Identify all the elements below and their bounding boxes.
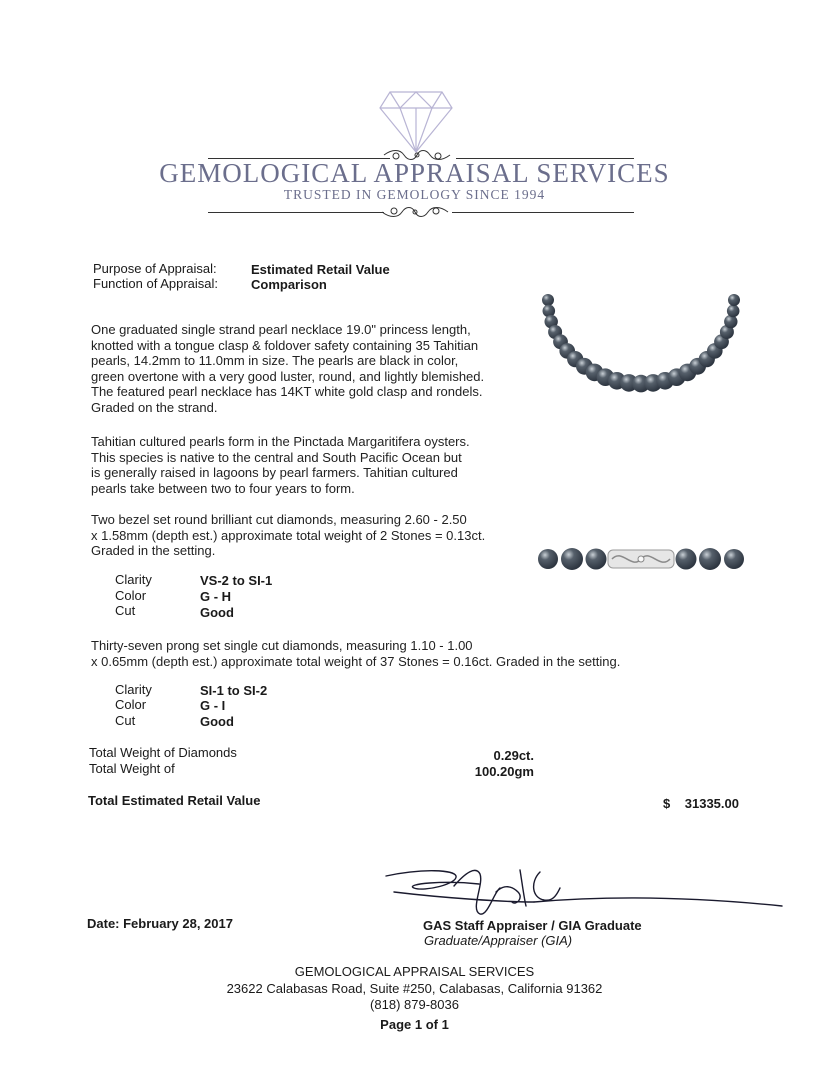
d2-cut-label: Cut: [115, 713, 136, 728]
appraisal-date: Date: February 28, 2017: [87, 916, 233, 931]
d1-clarity-label: Clarity: [115, 572, 152, 587]
header-rule-bottom-right: [452, 212, 634, 213]
description-line: green overtone with a very good luster, round, and lightly blemished.: [91, 368, 485, 384]
function-label: Function of Appraisal:: [93, 276, 219, 291]
total-retail-label: Total Estimated Retail Value: [88, 793, 261, 808]
d1-cut-label: Cut: [115, 603, 136, 618]
description-line: pearls, 14.2mm to 11.0mm in size. The pearls are black in color,: [91, 353, 459, 368]
description-line: The featured pearl necklace has 14KT white gold clasp and rondels.: [91, 384, 483, 399]
footer-phone: (818) 879-8036: [370, 997, 459, 1012]
diamonds-2-line: x 0.65mm (depth est.) approximate total weight of 37 Stones = 0.16ct. Graded in the setting.: [91, 653, 621, 669]
d2-clarity-value: SI-1 to SI-2: [200, 683, 268, 698]
appraiser-subtitle: Graduate/Appraiser (GIA): [424, 933, 573, 948]
diamonds-1-line: Graded in the setting.: [91, 543, 216, 558]
company-tagline: TRUSTED IN GEMOLOGY SINCE 1994: [283, 187, 546, 202]
d1-color-value: G - H: [200, 589, 232, 604]
flourish-bottom-icon: [380, 205, 450, 219]
description-paragraph: [91, 322, 511, 415]
pearl-bead: [699, 548, 721, 570]
pearl-bead: [728, 294, 740, 306]
description-line: One graduated single strand pearl necklace 19.0" princess length,: [91, 322, 471, 337]
total-weight-value: 100.20gm: [474, 764, 534, 779]
appraiser-signature: [384, 862, 784, 918]
pearl-bead: [724, 549, 744, 569]
diamonds-1-paragraph: [91, 512, 511, 559]
info-line: Tahitian cultured pearls form in the Pinctada Margaritifera oysters.: [91, 434, 470, 449]
diamonds-1-line: x 1.58mm (depth est.) approximate total weight of 2 Stones = 0.13ct.: [91, 527, 486, 543]
total-retail-value: 31335.00: [684, 796, 739, 811]
d1-color-label: Color: [115, 588, 147, 603]
diamonds-2-line: Thirty-seven prong set single cut diamonds, measuring 1.10 - 1.00: [91, 638, 473, 653]
pearl-bead: [561, 548, 583, 570]
diamonds-2-paragraph: [91, 638, 651, 669]
pearl-bead: [676, 549, 697, 570]
info-line: pearls take between two to four years to form.: [91, 480, 355, 496]
pearl-bead: [542, 294, 554, 306]
page-number: Page 1 of 1: [380, 1017, 449, 1032]
header-rule-bottom-left: [208, 212, 384, 213]
d1-clarity-value: VS-2 to SI-1: [200, 573, 273, 588]
info-paragraph: [91, 434, 511, 496]
total-diamonds-value: 0.29ct.: [493, 748, 534, 763]
purpose-value: Estimated Retail Value: [251, 262, 390, 277]
description-line: Graded on the strand.: [91, 399, 218, 415]
pearl-bead: [586, 549, 607, 570]
d2-clarity-label: Clarity: [115, 682, 152, 697]
function-value: Comparison: [251, 277, 327, 292]
d2-color-label: Color: [115, 697, 147, 712]
purpose-label: Purpose of Appraisal:: [93, 261, 217, 276]
pearl-necklace-image: [538, 290, 744, 400]
info-line: This species is native to the central and South Pacific Ocean but: [91, 449, 462, 465]
diamonds-1-line: Two bezel set round brilliant cut diamonds, measuring 2.60 - 2.50: [91, 512, 467, 527]
clasp-icon: [608, 550, 674, 568]
total-retail-currency: $: [663, 796, 671, 811]
diamond-logo-icon: [378, 88, 454, 154]
pearl-bead: [724, 315, 737, 328]
total-diamonds-label: Total Weight of Diamonds: [89, 745, 237, 760]
d2-cut-value: Good: [200, 714, 234, 729]
pearl-bead: [727, 305, 740, 318]
total-weight-label: Total Weight of: [89, 761, 175, 776]
company-name: GEMOLOGICAL APPRAISAL SERVICES: [159, 158, 670, 188]
d2-color-value: G - I: [200, 698, 226, 713]
description-line: knotted with a tongue clasp & foldover safety containing 35 Tahitian: [91, 337, 479, 353]
pearl-clasp-image: [538, 534, 744, 584]
d1-cut-value: Good: [200, 605, 234, 620]
footer-address: 23622 Calabasas Road, Suite #250, Calabasas, California 91362: [226, 981, 603, 996]
footer-company: GEMOLOGICAL APPRAISAL SERVICES: [294, 964, 535, 979]
info-line: is generally raised in lagoons by pearl farmers. Tahitian cultured: [91, 465, 458, 480]
pearl-bead: [538, 549, 558, 569]
appraiser-title: GAS Staff Appraiser / GIA Graduate: [423, 918, 642, 933]
